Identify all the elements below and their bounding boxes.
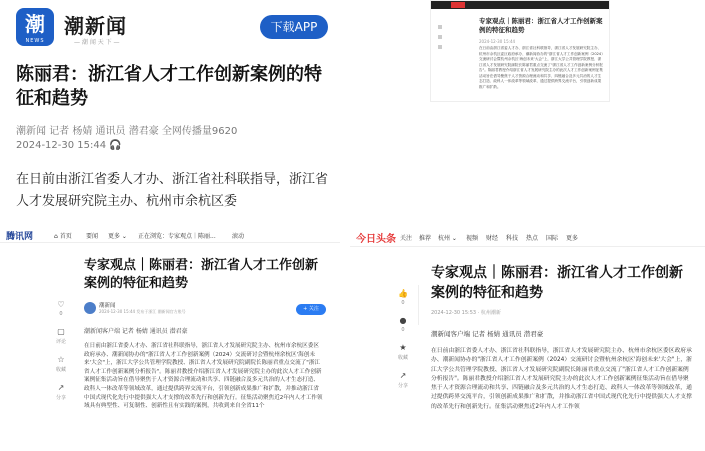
nav-item[interactable]: 财经 xyxy=(486,235,499,242)
tencent-logo[interactable]: 腾讯网 xyxy=(6,232,34,242)
tencent-panel xyxy=(0,225,340,451)
favorite-label: 收藏 xyxy=(397,355,408,361)
article-date xyxy=(16,140,122,151)
toutiao-logo[interactable]: 今日头条 xyxy=(356,234,396,245)
logo-char: 潮 xyxy=(25,12,45,36)
byline: 潮新闻客户端 记者 杨婧 通讯员 潜君豪 xyxy=(84,328,188,335)
like-icon[interactable]: ♡ xyxy=(57,300,65,309)
comment-label: 评论 xyxy=(55,339,66,345)
toutiao-panel xyxy=(350,225,705,451)
share-label: 分享 xyxy=(397,383,408,389)
brand-name: 潮新闻 xyxy=(64,14,127,38)
logo-tag xyxy=(451,2,465,8)
comment-count: 0 xyxy=(401,327,405,333)
article-meta: 潮新闻 记者 杨婧 通讯员 潜君豪 全网传播量9620 xyxy=(16,126,238,137)
article-title: 陈丽君：浙江省人才工作创新案例的特征和趋势 xyxy=(16,64,322,109)
star-icon[interactable]: ★ xyxy=(399,343,407,352)
app-header xyxy=(12,8,332,48)
chao-news-logo[interactable] xyxy=(16,8,54,46)
nav-item-home[interactable]: ⌂ 首页 xyxy=(54,233,72,240)
publish-time: 2024-12-30 15:53 · 杭州潮新 xyxy=(431,310,501,316)
share-icon[interactable]: ↗ xyxy=(57,383,65,392)
avatar[interactable] xyxy=(84,302,96,314)
favorite-label: 收藏 xyxy=(55,367,66,373)
article-title: 专家观点｜陈丽君：浙江省人才工作创新案例的特征和趋势 xyxy=(479,17,603,34)
source-name[interactable]: 潮新闻 xyxy=(99,303,116,309)
top-nav xyxy=(350,225,705,247)
chao-news-panel xyxy=(0,0,340,212)
share-icon[interactable]: ↗ xyxy=(399,371,407,380)
side-icon[interactable] xyxy=(438,35,442,39)
nav-item[interactable]: 更多 xyxy=(566,235,579,242)
article-body: 在日前由浙江省委人才办、浙江省社科联指导，浙江省人才发展研究院主办、杭州市余杭区委区政府承办、潮新闻协办的"浙江省人才工作创新案例（2024）交流研讨会暨杭州余杭区'海创未来'大会"上，浙江大学公共管理学院教授、浙江省人才发展研究院副院长陈丽君重点交流了"浙江省人才工作创新案例分析报告"。陈丽君教授介绍浙江省人才发展研究院主办的此次人才工作创新案例征集活动旨在借导聚焦于人才资源合理流动和共享、四链融合及多元共治的人才生态打造、政科人一体改革等领域改革，通过提供跨界交流平台，引领创新成果推广和扩散，并推动浙江省中国式现代化先行中提供强大人才支撑的改革先行和创新先行。征集活动聚焦近2年内人才工作领域具有典型性、可复制性、创新性且有实践的案例，共收到来自全省11个 xyxy=(84,343,323,410)
publish-time: 2024-12-30 15:44 发布于浙江 潮新闻官方账号 xyxy=(99,309,186,314)
date-text: 2024-12-30 15:44 xyxy=(16,140,107,151)
brand-slogan: — 潮 闻 天 下 — xyxy=(74,39,120,46)
side-icons xyxy=(435,19,445,99)
star-icon[interactable]: ☆ xyxy=(57,355,65,364)
action-rail xyxy=(394,289,412,399)
like-count: 0 xyxy=(59,311,63,317)
nav-item[interactable]: 杭州 ⌄ xyxy=(438,235,457,242)
nav-item[interactable]: 关注 xyxy=(400,235,413,242)
thumbnail-panel xyxy=(430,0,610,102)
nav-item-scroll[interactable]: 滚动 xyxy=(232,233,245,240)
download-app-button[interactable]: 下载APP xyxy=(260,15,328,39)
nav-item[interactable]: 视频 xyxy=(466,235,479,242)
nav-item-news[interactable]: 要闻 xyxy=(86,233,99,240)
article-body: 在日前由浙江省委人才办、浙江省社科联指导，浙江省人才发展研究院主办、杭州市余杭区委区政府承办、潮新闻协办的"浙江省人才工作创新案例（2024）交流研讨会暨杭州余杭区'海创未来'大会"上，浙江大学公共管理学院教授、浙江省人才发展研究院副院长陈丽君重点交流了"浙江省人才工作创新案例分析报告"。陈丽君教授介绍浙江省人才发展研究院主办的此次人才工作创新案例征集活动旨在借导聚焦于人才资源合理流动和共享、四链融合及多元共治的人才生态打造、政科人一体改革等领域改革，通过提供跨界交流平台，引领创新成果推广和扩散。 xyxy=(479,46,603,89)
article-body: 在日前由浙江省委人才办、浙江省社科联指导，浙江省人才发展研究院主办、杭州市余杭区委 xyxy=(16,172,329,209)
byline: 潮新闻客户端 记者 杨婧 通讯员 潜君豪 xyxy=(431,330,544,338)
top-nav xyxy=(0,225,340,243)
nav-item[interactable]: 热点 xyxy=(526,235,539,242)
article-meta: 2024-12-30 15:44 xyxy=(479,39,516,44)
nav-item[interactable]: 推荐 xyxy=(419,235,432,242)
side-icon[interactable] xyxy=(438,45,442,49)
headphone-icon[interactable]: 🎧 xyxy=(109,140,122,151)
article-title: 专家观点｜陈丽君：浙江省人才工作创新案例的特征和趋势 xyxy=(84,258,319,291)
nav-item-more[interactable]: 更多 ⌄ xyxy=(108,233,127,240)
divider xyxy=(418,285,419,325)
article-body: 在日前由浙江省委人才办、浙江省社科联指导，浙江省人才发展研究院主办、杭州市余杭区委区政府承办、潮新闻协办的"浙江省人才工作创新案例（2024）交流研讨会暨杭州余杭区'海创未来'大会"上，浙江大学公共管理学院教授、浙江省人才发展研究院副院长陈丽君重点交流了"浙江省人才工作创新案例分析报告"。陈丽君教授介绍浙江省人才发展研究院主办的此次人才工作创新案例征集活动旨在借导聚焦于人才资源合理流动和共享、四链融合及多元共治的人才生态打造、政科人一体改革等领域改革，通过提供跨界交流平台，引领创新成果推广和扩散，并推动浙江省中国式现代化先行中提供强大人才支撑的改革先行和创新先行。征集活动聚焦近2年内人才工作领 xyxy=(431,348,692,410)
top-bar xyxy=(431,1,609,9)
share-label: 分享 xyxy=(55,395,66,401)
nav-item[interactable]: 科技 xyxy=(506,235,519,242)
thumbs-up-icon[interactable]: 👍 xyxy=(398,289,408,298)
comment-icon[interactable]: ● xyxy=(399,316,407,325)
nav-item[interactable]: 国际 xyxy=(546,235,559,242)
logo-sub: NEWS xyxy=(25,38,45,44)
nav-browsing: 正在浏览：专家观点｜陈丽... xyxy=(138,233,216,240)
like-count: 0 xyxy=(401,300,405,306)
comment-icon[interactable]: ▢ xyxy=(57,327,65,336)
side-icon[interactable] xyxy=(438,25,442,29)
follow-button[interactable]: + 关注 xyxy=(296,304,326,315)
action-rail xyxy=(52,300,70,411)
article-title: 专家观点｜陈丽君：浙江省人才工作创新案例的特征和趋势 xyxy=(431,265,683,301)
